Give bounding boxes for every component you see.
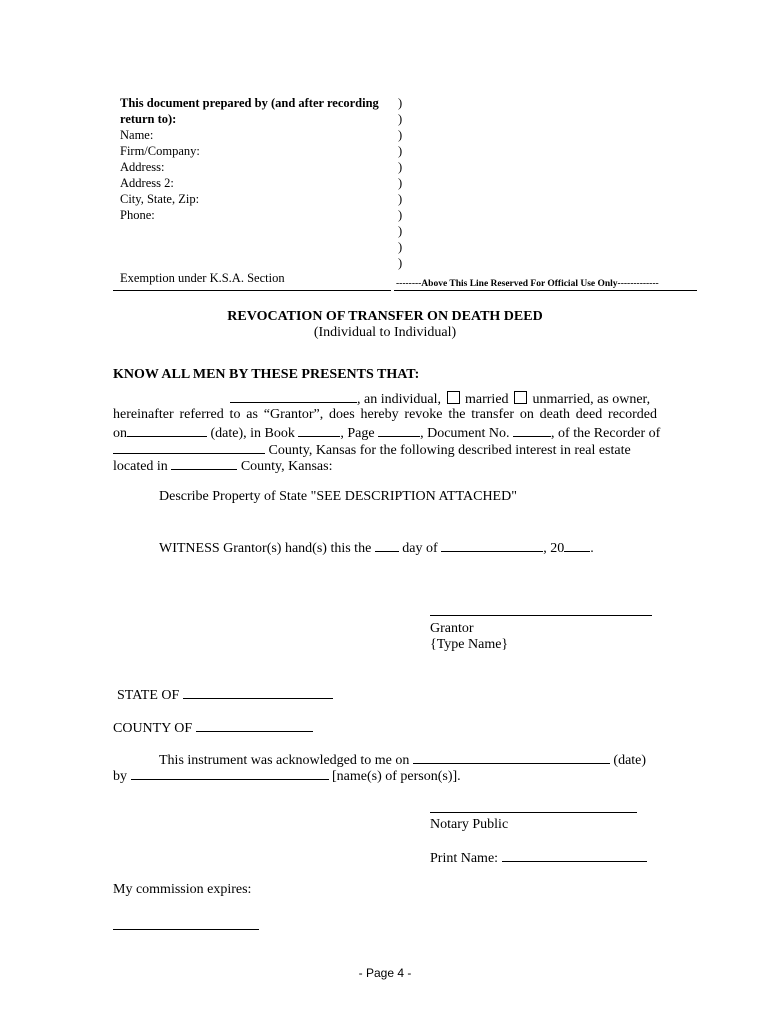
commission-expires-label: My commission expires: <box>113 882 252 897</box>
witness-year-blank[interactable] <box>564 539 590 552</box>
field-phone-label: Phone: <box>120 208 155 222</box>
paren: ) <box>398 144 403 158</box>
paren: ) <box>398 192 403 206</box>
grantor-label: Grantor <box>430 621 474 636</box>
grantor-revoke-text: hereinafter referred to as “Grantor”, does hereby revoke the transfer on death deed recorded <box>113 407 657 422</box>
grantor-name-blank[interactable] <box>230 390 357 403</box>
paren: ) <box>398 256 403 270</box>
header-rule-right <box>394 290 697 291</box>
witness-line <box>159 539 594 557</box>
unmarried-label: unmarried, as owner, <box>532 392 651 407</box>
exemption-label: Exemption under K.S.A. Section <box>120 271 285 285</box>
state-of-label: STATE OF <box>117 688 180 703</box>
paren: ) <box>398 240 403 254</box>
page-text: , Page <box>340 426 375 441</box>
recording-details-line <box>113 424 660 442</box>
describe-property-text: Describe Property of State "SEE DESCRIPTION ATTACHED" <box>159 489 517 504</box>
print-name-blank[interactable] <box>502 849 647 862</box>
record-date-blank[interactable] <box>127 424 207 437</box>
day-of-text: day of <box>402 541 438 556</box>
paren: ) <box>398 224 403 238</box>
period-text: . <box>590 541 594 556</box>
header-rule-left <box>113 290 391 291</box>
witness-month-blank[interactable] <box>441 539 543 552</box>
print-name-label: Print Name: <box>430 851 499 866</box>
prepared-by-line1: This document prepared by (and after recording <box>120 96 379 110</box>
print-name-line <box>430 849 647 867</box>
field-city-label: City, State, Zip: <box>120 192 200 206</box>
reserved-line-text: --------Above This Line Reserved For Official Use Only------------- <box>396 279 659 289</box>
acknowledged-text: This instrument was acknowledged to me on <box>159 753 410 768</box>
ack-date-blank[interactable] <box>413 751 610 764</box>
field-name-label: Name: <box>120 128 154 142</box>
on-text: on <box>113 426 127 441</box>
type-name-label: {Type Name} <box>430 637 509 652</box>
paren: ) <box>398 176 403 190</box>
paren: ) <box>398 112 403 126</box>
grantor-signature-line[interactable] <box>430 615 652 616</box>
county-interest-text: County, Kansas for the following described interest in real estate <box>268 443 631 458</box>
document-title: REVOCATION OF TRANSFER ON DEATH DEED <box>227 309 543 324</box>
field-firm-label: Firm/Company: <box>120 144 200 158</box>
commission-date-line[interactable] <box>113 929 259 930</box>
individual-text: , an individual, <box>357 392 441 407</box>
unmarried-checkbox[interactable] <box>514 391 527 404</box>
book-text: (date), in Book <box>210 426 295 441</box>
know-all-heading: KNOW ALL MEN BY THESE PRESENTS THAT: <box>113 367 420 382</box>
located-county-blank[interactable] <box>171 457 237 470</box>
book-blank[interactable] <box>298 424 340 437</box>
located-in-text: located in <box>113 459 168 474</box>
document-subtitle: (Individual to Individual) <box>313 325 457 340</box>
persons-blank[interactable] <box>131 767 329 780</box>
witness-text: WITNESS Grantor(s) hand(s) this the <box>159 541 372 556</box>
county-blank[interactable] <box>196 719 313 732</box>
page-number: - Page 4 - <box>358 966 412 980</box>
field-address-label: Address: <box>120 160 165 174</box>
paren: ) <box>398 160 403 174</box>
persons-text: [name(s) of person(s)]. <box>332 769 461 784</box>
page-blank[interactable] <box>378 424 420 437</box>
date-text: (date) <box>613 753 647 768</box>
county-of-label: COUNTY OF <box>113 721 193 736</box>
located-line <box>113 457 332 475</box>
county-of-line <box>113 719 313 737</box>
recorder-text: , of the Recorder of <box>551 426 661 441</box>
state-of-line <box>117 686 333 704</box>
paren: ) <box>398 96 403 110</box>
by-line <box>113 767 461 785</box>
married-label: married <box>465 392 509 407</box>
year-prefix-text: , 20 <box>543 541 565 556</box>
grantor-name-line <box>230 390 650 408</box>
state-blank[interactable] <box>183 686 333 699</box>
prepared-by-line2: return to): <box>120 112 177 126</box>
document-no-text: , Document No. <box>420 426 510 441</box>
county-kansas-text: County, Kansas: <box>240 459 333 474</box>
notary-signature-line[interactable] <box>430 812 637 813</box>
field-address2-label: Address 2: <box>120 176 174 190</box>
witness-day-blank[interactable] <box>375 539 399 552</box>
notary-public-label: Notary Public <box>430 817 509 832</box>
document-no-blank[interactable] <box>513 424 551 437</box>
paren: ) <box>398 208 403 222</box>
by-text: by <box>113 769 127 784</box>
paren: ) <box>398 128 403 142</box>
married-checkbox[interactable] <box>447 391 460 404</box>
recorder-county-blank[interactable] <box>113 441 265 454</box>
